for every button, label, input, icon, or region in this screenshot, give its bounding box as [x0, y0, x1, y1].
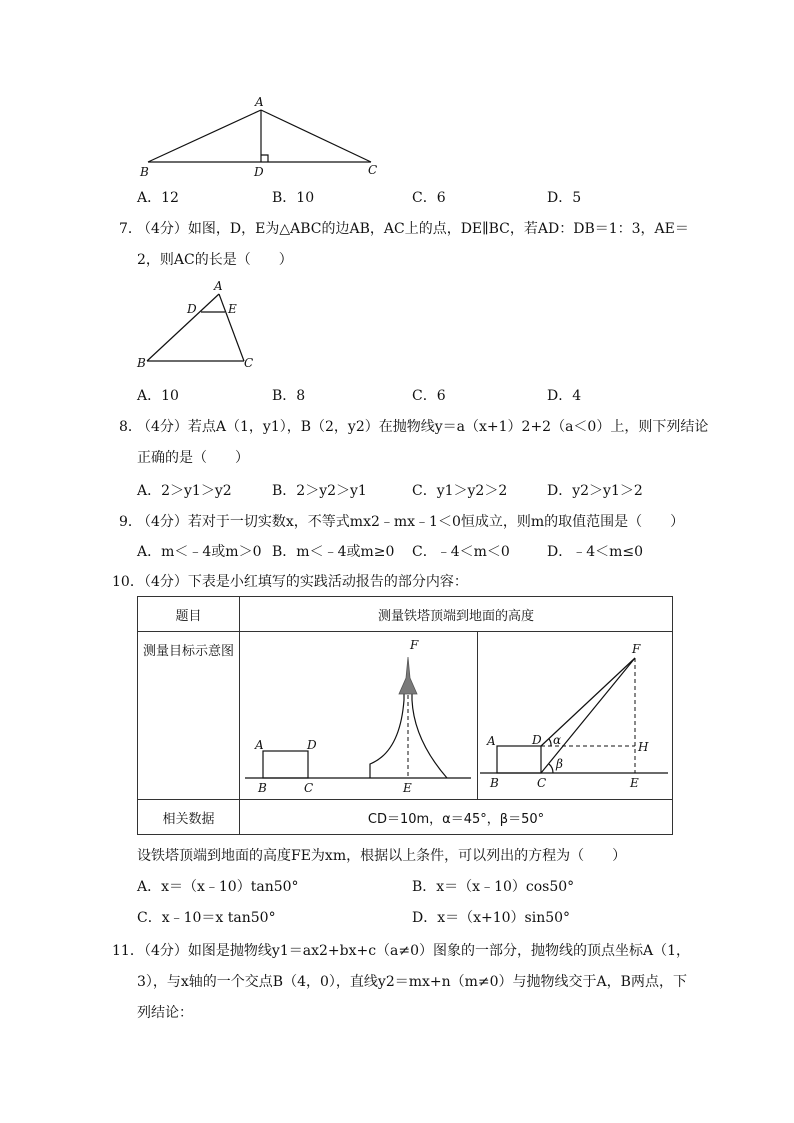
- q6-label-a: A: [255, 95, 264, 109]
- q6-option-d: D．5: [547, 190, 582, 206]
- q10-f2-label-alpha: α: [553, 733, 562, 747]
- q11-text-line2: 3），与x轴的一个交点B（4，0），直线y2＝mx+n（m≠0）与抛物线交于A，B两点，下: [137, 974, 687, 990]
- q10-f2-label-f: F: [632, 642, 641, 656]
- q9-text-line1: （4分）若对于一切实数x，不等式mx2﹣mx﹣1＜0恒成立，则m的取值范围是（ ）: [137, 514, 685, 530]
- q10-f2-label-beta: β: [556, 757, 563, 771]
- q8-text-line2: 正确的是（ ）: [137, 450, 249, 466]
- q10-number: 10．: [112, 574, 144, 590]
- q6-label-d: D: [254, 165, 264, 179]
- q6-label-b: B: [140, 165, 149, 179]
- q10-f2-label-b: B: [490, 776, 499, 790]
- q7-text-line2: 2，则AC的长是（ ）: [137, 252, 293, 268]
- q10-f1-label-f: F: [410, 638, 419, 652]
- q6-option-b: B．10: [272, 190, 315, 206]
- q10-option-c: C．x﹣10＝x tan50°: [137, 910, 276, 926]
- q6-option-c: C．6: [412, 190, 446, 206]
- q9-option-d: D．﹣4＜m≤0: [547, 544, 644, 560]
- q9-option-c: C．﹣4＜m＜0: [412, 544, 510, 560]
- q7-text-line1: （4分）如图，D，E为△ABC的边AB，AC上的点，DE∥BC，若AD：DB＝1：3，AE＝: [137, 221, 689, 237]
- q7-label-c: C: [244, 356, 254, 370]
- q9-number: 9．: [119, 514, 142, 530]
- q10-f1-label-d: D: [307, 738, 317, 752]
- q7-option-c: C．6: [412, 388, 446, 404]
- q10-table-diagram-label: 测量目标示意图: [138, 632, 240, 800]
- q7-option-b: B．8: [272, 388, 306, 404]
- q10-option-b: B．x＝（x﹣10）cos50°: [412, 879, 575, 895]
- q10-table-data-label: 相关数据: [138, 800, 240, 835]
- q10-f2-label-h: H: [638, 740, 649, 754]
- q10-f2-angle-beta-arc: [549, 764, 553, 773]
- q7-option-d: D．4: [547, 388, 582, 404]
- q10-f1-label-b: B: [258, 781, 267, 795]
- q8-option-d: D．y2＞y1＞2: [547, 483, 643, 499]
- q10-f2-label-d: D: [532, 733, 542, 747]
- q10-f2-label-e: E: [630, 776, 639, 790]
- q7-label-e: E: [228, 302, 237, 316]
- q8-number: 8．: [119, 419, 142, 435]
- q8-text-line1: （4分）若点A（1，y1），B（2，y2）在抛物线y＝a（x+1）2+2（a＜0）上，则下列结论: [137, 419, 709, 435]
- q10-table-data-value: CD＝10m，α＝45°，β＝50°: [240, 800, 673, 835]
- q10-f2-sight-cf: [541, 658, 635, 773]
- q10-f1-label-a: A: [255, 738, 264, 752]
- q7-number: 7．: [119, 221, 142, 237]
- q9-option-a: A．m＜﹣4或m＞0: [137, 544, 262, 560]
- q9-option-b: B．m＜﹣4或m≥0: [272, 544, 395, 560]
- q8-option-c: C．y1＞y2＞2: [412, 483, 508, 499]
- q6-label-c: C: [368, 163, 378, 177]
- q6-option-a: A．12: [137, 190, 179, 206]
- q7-label-d: D: [187, 302, 197, 316]
- q10-f2-label-c: C: [537, 776, 547, 790]
- q7-label-a: A: [214, 279, 223, 293]
- q7-label-b: B: [137, 356, 146, 370]
- q7-option-a: A．10: [137, 388, 179, 404]
- q10-option-d: D．x＝（x+10）sin50°: [412, 910, 571, 926]
- q10-intro: （4分）下表是小红填写的实践活动报告的部分内容：: [137, 574, 468, 590]
- q10-f2-label-a: A: [487, 734, 496, 748]
- q10-question: 设铁塔顶端到地面的高度FE为xm，根据以上条件，可以列出的方程为（ ）: [137, 848, 627, 864]
- q11-text-line3: 列结论：: [137, 1005, 193, 1021]
- q10-f1-label-c: C: [304, 781, 314, 795]
- q8-option-b: B．2＞y2＞y1: [272, 483, 367, 499]
- q10-option-a: A．x＝（x﹣10）tan50°: [137, 879, 299, 895]
- q8-option-a: A．2＞y1＞y2: [137, 483, 232, 499]
- q10-table-title-value: 测量铁塔顶端到地面的高度: [240, 597, 673, 632]
- q11-number: 11．: [112, 943, 144, 959]
- q10-f2-angle-alpha-arc: [549, 739, 551, 746]
- q10-f2-building: [497, 746, 541, 773]
- q11-text-line1: （4分）如图是抛物线y1＝ax2+bx+c（a≠0）图象的一部分，抛物线的顶点坐标A（1，: [137, 943, 691, 959]
- q10-f1-label-e: E: [403, 781, 412, 795]
- q10-table-title-label: 题目: [138, 597, 240, 632]
